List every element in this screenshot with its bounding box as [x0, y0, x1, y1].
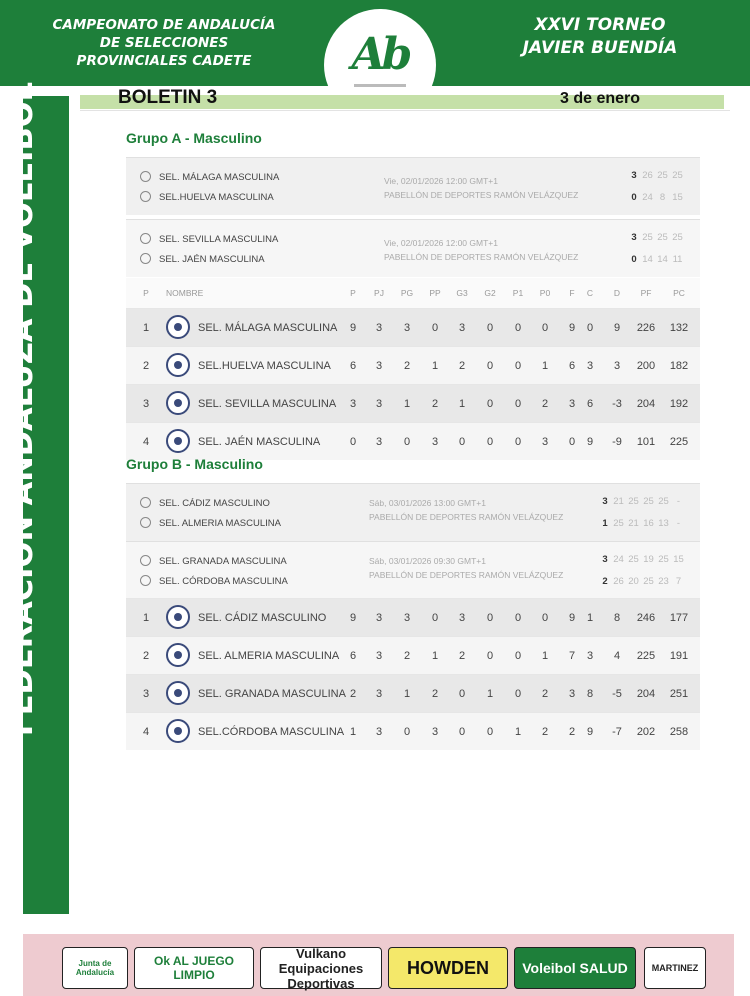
team-crest-icon — [166, 605, 190, 629]
stat-value: 8 — [613, 611, 621, 624]
set-score: 15 — [673, 554, 684, 565]
stat-value: 9 — [613, 321, 621, 334]
stat-value: 2 — [431, 687, 439, 700]
stat-value: -9 — [612, 435, 622, 448]
stat-value: 246 — [636, 611, 656, 624]
standings-row — [126, 346, 700, 384]
stat-value: 1 — [514, 725, 522, 738]
stat-value: 1 — [541, 359, 549, 372]
stat-value: 0 — [486, 321, 494, 334]
stat-value: 0 — [486, 397, 494, 410]
stat-value: 9 — [349, 611, 357, 624]
standings-row — [126, 422, 700, 460]
column-header: F — [569, 288, 575, 298]
team-crest-icon — [166, 719, 190, 743]
match-team — [140, 556, 287, 567]
stat-value: 0 — [486, 725, 494, 738]
logo-underline — [354, 84, 406, 87]
stat-value: 3 — [568, 687, 576, 700]
stat-value: 2 — [349, 687, 357, 700]
stat-value: 3 — [613, 359, 621, 372]
column-header: PG — [400, 288, 414, 298]
stat-value: 192 — [669, 397, 689, 410]
set-score: 15 — [672, 192, 683, 203]
stat-value: 0 — [514, 687, 522, 700]
column-header: NOMBRE — [166, 288, 204, 298]
match-team — [140, 498, 270, 509]
stat-value: 6 — [349, 649, 357, 662]
team-name: SEL. CÁDIZ MASCULINO — [159, 498, 270, 510]
stat-value: 3 — [375, 687, 383, 700]
stat-value: 2 — [541, 397, 549, 410]
set-score: 25 — [658, 496, 669, 507]
stat-value: 0 — [514, 321, 522, 334]
set-score: 23 — [658, 576, 669, 587]
match-date: Sáb, 03/01/2026 09:30 GMT+1 — [369, 556, 486, 566]
column-header: P — [143, 288, 149, 298]
stat-value: 101 — [636, 435, 656, 448]
stat-value: 0 — [458, 687, 466, 700]
match-date: Vie, 02/01/2026 12:00 GMT+1 — [384, 238, 498, 248]
team-crest-icon — [140, 575, 151, 586]
set-score: 24 — [642, 192, 653, 203]
match-team — [140, 234, 278, 245]
stat-value: 2 — [403, 649, 411, 662]
set-score: 19 — [643, 554, 654, 565]
stat-value: 182 — [669, 359, 689, 372]
stat-value: 1 — [431, 359, 439, 372]
sponsor-logo: MARTINEZ — [644, 947, 706, 989]
column-header: P0 — [539, 288, 551, 298]
set-score-total: 2 — [602, 576, 608, 587]
sponsor-logo: HOWDEN — [388, 947, 508, 989]
stat-value: 3 — [375, 649, 383, 662]
stat-value: 7 — [568, 649, 576, 662]
position: 2 — [142, 649, 150, 662]
divider — [80, 110, 730, 111]
stat-value: 191 — [669, 649, 689, 662]
set-score: 25 — [628, 496, 639, 507]
match-date: Vie, 02/01/2026 12:00 GMT+1 — [384, 176, 498, 186]
stat-value: 226 — [636, 321, 656, 334]
stat-value: 225 — [636, 649, 656, 662]
stat-value: 0 — [541, 611, 549, 624]
match-venue: PABELLÓN DE DEPORTES RAMÓN VELÁZQUEZ — [369, 570, 564, 580]
team-name: SEL. CÁDIZ MASCULINO — [198, 611, 327, 624]
stat-value: 3 — [375, 397, 383, 410]
match-team — [140, 192, 274, 203]
team-name: SEL. ALMERIA MASCULINA — [198, 649, 340, 662]
match-card — [126, 483, 700, 541]
set-score-total: 3 — [631, 232, 637, 243]
set-score: 25 — [643, 576, 654, 587]
stat-value: 3 — [349, 397, 357, 410]
position: 2 — [142, 359, 150, 372]
column-header: G3 — [456, 288, 468, 298]
set-score: 25 — [657, 170, 668, 181]
stat-value: 3 — [403, 611, 411, 624]
stat-value: 225 — [669, 435, 689, 448]
bulletin-title: BOLETIN 3 — [118, 87, 218, 108]
stat-value: 132 — [669, 321, 689, 334]
match-sets — [628, 192, 685, 203]
position: 1 — [142, 611, 150, 624]
match-card — [126, 541, 700, 599]
stat-value: 3 — [568, 397, 576, 410]
stat-value: 251 — [669, 687, 689, 700]
position: 1 — [142, 321, 150, 334]
position: 4 — [142, 725, 150, 738]
stat-value: 1 — [541, 649, 549, 662]
group-title: Grupo B - Masculino — [126, 456, 263, 472]
sponsor-logo: Ok AL JUEGO LIMPIO — [134, 947, 254, 989]
set-score: 8 — [659, 192, 666, 203]
team-crest-icon — [166, 643, 190, 667]
match-venue: PABELLÓN DE DEPORTES RAMÓN VELÁZQUEZ — [369, 512, 564, 522]
team-crest-icon — [166, 391, 190, 415]
match-card — [126, 219, 700, 277]
side-banner-text: FEDERACION ANDALUZA DE VOLEIBOL — [5, 81, 40, 737]
match-venue: PABELLÓN DE DEPORTES RAMÓN VELÁZQUEZ — [384, 252, 579, 262]
standings-row — [126, 636, 700, 674]
stat-value: 0 — [568, 435, 576, 448]
stat-value: 3 — [375, 359, 383, 372]
stat-value: 3 — [458, 321, 466, 334]
team-crest-icon — [166, 429, 190, 453]
match-team — [140, 172, 279, 183]
tournament-title-line: JAVIER BUENDÍA — [522, 38, 678, 58]
stat-value: -3 — [612, 397, 622, 410]
team-name: SEL. CÓRDOBA MASCULINA — [159, 576, 288, 588]
stat-value: 1 — [403, 397, 411, 410]
group-title: Grupo A - Masculino — [126, 130, 262, 146]
stat-value: 9 — [586, 725, 594, 738]
stat-value: 2 — [568, 725, 576, 738]
set-score: 20 — [628, 576, 639, 587]
stat-value: 3 — [431, 725, 439, 738]
team-name: SEL. GRANADA MASCULINA — [159, 556, 287, 568]
bulletin-date: 3 de enero — [560, 90, 641, 107]
stat-value: 3 — [375, 435, 383, 448]
set-score-total: 3 — [602, 554, 608, 565]
match-sets — [599, 518, 686, 529]
position: 3 — [142, 687, 150, 700]
stat-value: 200 — [636, 359, 656, 372]
logo-text: Ab — [351, 29, 409, 80]
set-score: 16 — [643, 518, 654, 529]
match-sets — [628, 170, 685, 181]
set-score: 25 — [672, 170, 683, 181]
set-score: 25 — [657, 232, 668, 243]
stat-value: 1 — [431, 649, 439, 662]
sponsor-logo: Vulkano Equipaciones Deportivas — [260, 947, 382, 989]
team-name: SEL. MÁLAGA MASCULINA — [198, 321, 338, 334]
match-sets — [599, 554, 686, 565]
stat-value: 1 — [486, 687, 494, 700]
sponsor-logo: Voleibol SALUD — [514, 947, 636, 989]
stat-value: 177 — [669, 611, 689, 624]
stat-value: 1 — [458, 397, 466, 410]
stat-value: -5 — [612, 687, 622, 700]
set-score: 26 — [642, 170, 653, 181]
team-crest-icon — [166, 681, 190, 705]
stat-value: 2 — [458, 359, 466, 372]
match-venue: PABELLÓN DE DEPORTES RAMÓN VELÁZQUEZ — [384, 190, 579, 200]
set-score-total: 1 — [602, 518, 608, 529]
stat-value: -7 — [612, 725, 622, 738]
stat-value: 0 — [403, 725, 411, 738]
match-sets — [628, 254, 685, 265]
standings-row — [126, 308, 700, 346]
team-crest-icon — [140, 253, 151, 264]
stat-value: 9 — [349, 321, 357, 334]
match-sets — [599, 576, 686, 587]
column-header: P1 — [512, 288, 524, 298]
stat-value: 9 — [568, 611, 576, 624]
set-score: 24 — [613, 554, 624, 565]
stat-value: 3 — [586, 649, 594, 662]
championship-title-line: PROVINCIALES CADETE — [76, 53, 252, 69]
stat-value: 0 — [486, 649, 494, 662]
stat-value: 0 — [486, 435, 494, 448]
match-card — [126, 157, 700, 215]
stat-value: 9 — [568, 321, 576, 334]
championship-title — [40, 16, 288, 70]
tournament-title — [500, 14, 700, 60]
stat-value: 0 — [349, 435, 357, 448]
stat-value: 0 — [514, 435, 522, 448]
column-header: PF — [640, 288, 652, 298]
stat-value: 202 — [636, 725, 656, 738]
set-score: 21 — [628, 518, 639, 529]
team-crest-icon — [140, 233, 151, 244]
stat-value: 2 — [431, 397, 439, 410]
stat-value: 0 — [541, 321, 549, 334]
set-score: 25 — [672, 232, 683, 243]
set-score: 25 — [613, 518, 624, 529]
stat-value: 4 — [613, 649, 621, 662]
stat-value: 0 — [486, 359, 494, 372]
stat-value: 3 — [541, 435, 549, 448]
team-name: SEL. ALMERIA MASCULINA — [159, 518, 281, 530]
column-header: PC — [673, 288, 685, 298]
set-score-total: 3 — [602, 496, 608, 507]
team-crest-icon — [166, 315, 190, 339]
column-header: PP — [429, 288, 441, 298]
stat-value: 0 — [586, 321, 594, 334]
column-header: PJ — [374, 288, 384, 298]
team-crest-icon — [140, 497, 151, 508]
set-score: 13 — [658, 518, 669, 529]
set-score: 14 — [657, 254, 668, 265]
stat-value: 0 — [486, 611, 494, 624]
set-score: - — [676, 518, 681, 529]
team-name: SEL. JAÉN MASCULINA — [159, 254, 265, 266]
stat-value: 3 — [375, 725, 383, 738]
column-header: G2 — [484, 288, 496, 298]
stat-value: 2 — [541, 725, 549, 738]
set-score: 25 — [643, 496, 654, 507]
stat-value: 204 — [636, 687, 656, 700]
team-name: SEL.HUELVA MASCULINA — [159, 192, 274, 204]
stat-value: 0 — [431, 321, 439, 334]
set-score-total: 0 — [631, 254, 637, 265]
set-score: 25 — [628, 554, 639, 565]
stat-value: 3 — [431, 435, 439, 448]
set-score: 25 — [642, 232, 653, 243]
position: 4 — [142, 435, 150, 448]
column-header: D — [613, 288, 621, 298]
standings-header — [126, 278, 700, 308]
stat-value: 204 — [636, 397, 656, 410]
set-score: 25 — [658, 554, 669, 565]
team-name: SEL. SEVILLA MASCULINA — [198, 397, 337, 410]
team-name: SEL. SEVILLA MASCULINA — [159, 234, 279, 246]
set-score: 21 — [613, 496, 624, 507]
set-score-total: 3 — [631, 170, 637, 181]
stat-value: 0 — [514, 397, 522, 410]
tournament-title-line: XXVI TORNEO — [534, 15, 666, 35]
stat-value: 0 — [514, 359, 522, 372]
stat-value: 1 — [349, 725, 357, 738]
stat-value: 3 — [375, 611, 383, 624]
stat-value: 3 — [586, 359, 594, 372]
stat-value: 1 — [403, 687, 411, 700]
stat-value: 2 — [403, 359, 411, 372]
standings-row — [126, 674, 700, 712]
standings-row — [126, 598, 700, 636]
set-score-total: 0 — [631, 192, 637, 203]
match-team — [140, 254, 265, 265]
championship-title-line: DE SELECCIONES — [99, 35, 229, 51]
set-score: 7 — [675, 576, 682, 587]
stat-value: 6 — [586, 397, 594, 410]
set-score: - — [676, 496, 681, 507]
stat-value: 2 — [458, 649, 466, 662]
team-crest-icon — [166, 353, 190, 377]
stat-value: 0 — [514, 611, 522, 624]
team-name: SEL.HUELVA MASCULINA — [198, 359, 331, 372]
stat-value: 9 — [586, 435, 594, 448]
stat-value: 1 — [586, 611, 594, 624]
team-name: SEL.CÓRDOBA MASCULINA — [198, 725, 345, 738]
team-name: SEL. JAÉN MASCULINA — [198, 435, 321, 448]
stat-value: 3 — [375, 321, 383, 334]
team-name: SEL. GRANADA MASCULINA — [198, 687, 346, 700]
stat-value: 258 — [669, 725, 689, 738]
stat-value: 0 — [458, 435, 466, 448]
stat-value: 0 — [458, 725, 466, 738]
stat-value: 6 — [568, 359, 576, 372]
standings-row — [126, 712, 700, 750]
column-header: C — [586, 288, 594, 298]
stat-value: 0 — [403, 435, 411, 448]
stat-value: 6 — [349, 359, 357, 372]
stat-value: 8 — [586, 687, 594, 700]
team-crest-icon — [140, 517, 151, 528]
team-crest-icon — [140, 171, 151, 182]
match-team — [140, 576, 288, 587]
set-score: 26 — [613, 576, 624, 587]
team-name: SEL. MÁLAGA MASCULINA — [159, 172, 280, 184]
set-score: 11 — [672, 254, 683, 265]
match-sets — [628, 232, 685, 243]
match-sets — [599, 496, 686, 507]
position: 3 — [142, 397, 150, 410]
sponsor-logo: Junta de Andalucía — [62, 947, 128, 989]
set-score: 14 — [642, 254, 653, 265]
match-date: Sáb, 03/01/2026 13:00 GMT+1 — [369, 498, 486, 508]
team-crest-icon — [140, 191, 151, 202]
stat-value: 3 — [403, 321, 411, 334]
stat-value: 2 — [541, 687, 549, 700]
stat-value: 3 — [458, 611, 466, 624]
stat-value: 0 — [514, 649, 522, 662]
stat-value: 0 — [431, 611, 439, 624]
column-header: P — [350, 288, 356, 298]
team-crest-icon — [140, 555, 151, 566]
standings-row — [126, 384, 700, 422]
match-team — [140, 518, 281, 529]
championship-title-line: CAMPEONATO DE ANDALUCÍA — [52, 17, 276, 33]
